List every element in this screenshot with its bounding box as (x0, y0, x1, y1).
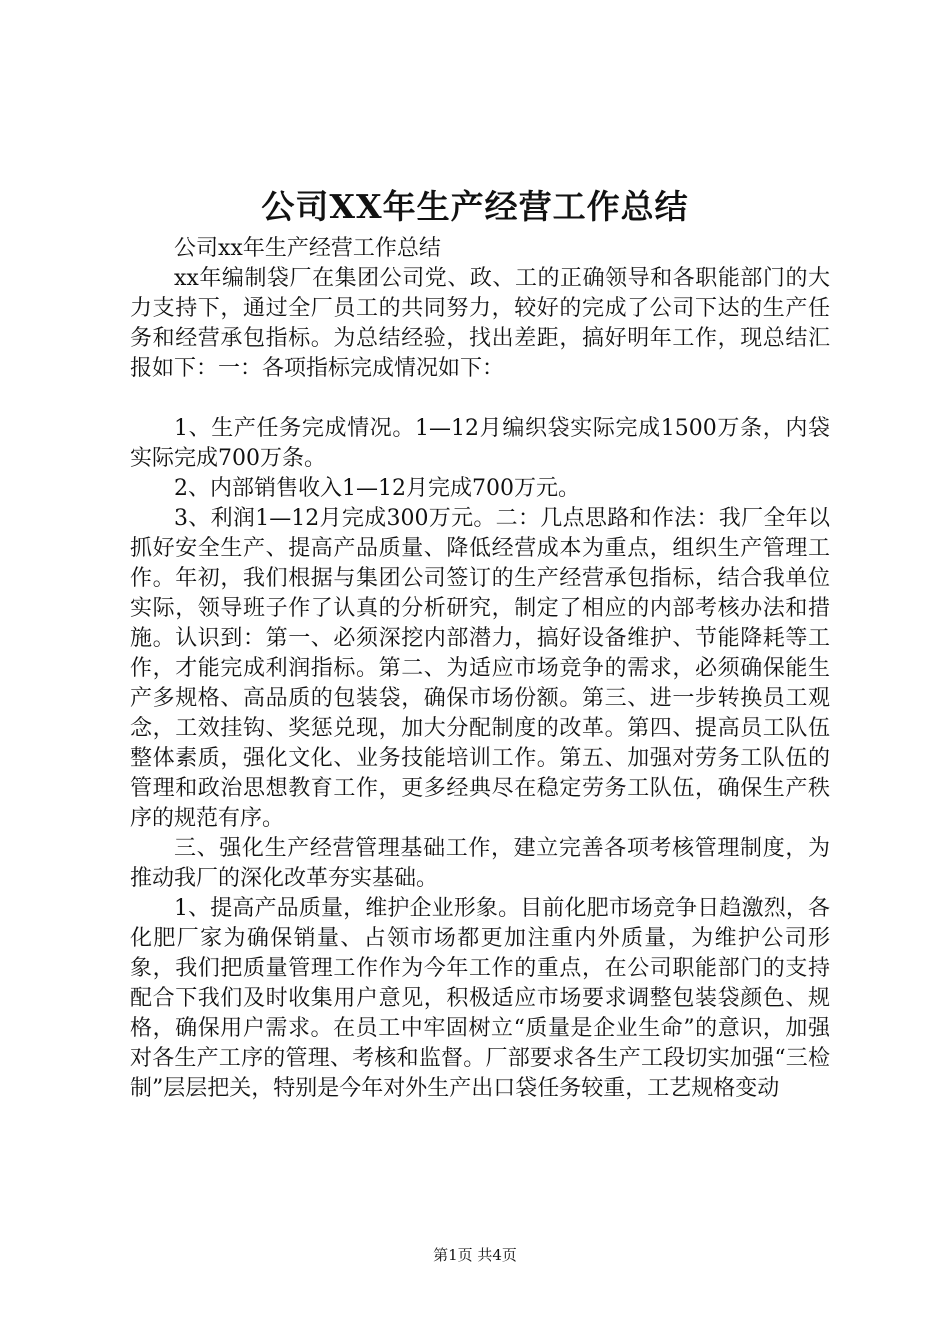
body-paragraph: 1、提高产品质量，维护企业形象。目前化肥市场竞争日趋激烈，各化肥厂家为确保销量、占领市场都更加注重内外质量，为维护公司形象，我们把质量管理工作作为今年工作的重点，在公司职能部门的支持配合下我们及时收集用户意见，积极适应市场要求调整包装袋颜色、规格，确保用户需求。在员工中牢固树立“质量是企业生命”的意识，加强对各生产工序的管理、考核和监督。厂部要求各生产工段切实加强“三检制”层层把关，特别是今年对外生产出口袋任务较重，工艺规格变动 (130, 896, 830, 1101)
page-number: 第1页 共4页 (433, 1246, 517, 1264)
body-paragraph: 2、内部销售收入1—12月完成700万元。 (174, 476, 580, 501)
body-paragraph: xx年编制袋厂在集团公司党、政、工的正确领导和各职能部门的大力支持下，通过全厂员工的共同努力，较好的完成了公司下达的生产任务和经营承包指标。为总结经验，找出差距，搞好明年工作，现总结汇报如下：一：各项指标完成情况如下： (130, 266, 830, 381)
page-footer (0, 1244, 950, 1266)
body-paragraph: 公司xx年生产经营工作总结 (174, 236, 441, 261)
body-paragraph: 3、利润1—12月完成300万元。二：几点思路和作法：我厂全年以抓好安全生产、提高产品质量、降低经营成本为重点，组织生产管理工作。年初，我们根据与集团公司签订的生产经营承包指标，结合我单位实际，领导班子作了认真的分析研究，制定了相应的内部考核办法和措施。认识到：第一、必须深挖内部潜力，搞好设备维护、节能降耗等工作，才能完成利润指标。第二、为适应市场竞争的需求，必须确保能生产多规格、高品质的包装袋，确保市场份额。第三、进一步转换员工观念，工效挂钩、奖惩兑现，加大分配制度的改革。第四、提高员工队伍整体素质，强化文化、业务技能培训工作。第五、加强对劳务工队伍的管理和政治思想教育工作，更多经典尽在稳定劳务工队伍，确保生产秩序的规范有序。 (130, 506, 830, 831)
body-paragraph: 三、强化生产经营管理基础工作，建立完善各项考核管理制度，为推动我厂的深化改革夯实基础。 (130, 836, 830, 891)
document-body (130, 234, 830, 1104)
body-paragraph: 1、生产任务完成情况。1—12月编织袋实际完成1500万条，内袋实际完成700万条。 (130, 416, 830, 471)
document-title: 公司XX年生产经营工作总结 (261, 187, 689, 226)
